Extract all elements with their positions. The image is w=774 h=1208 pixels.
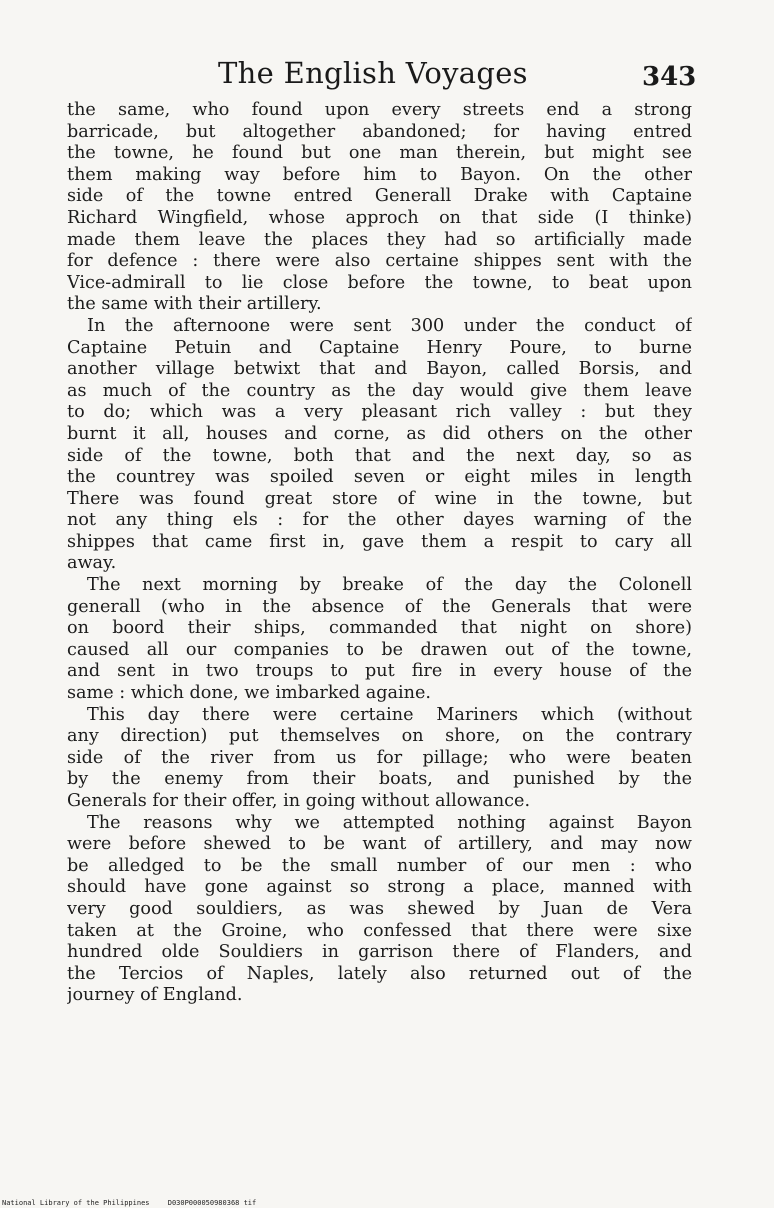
text-line: to do; which was a very pleasant rich valley : but they: [67, 402, 692, 423]
text-line: very good souldiers, as was shewed by Juan de Vera: [67, 898, 692, 919]
page-number: 343: [642, 62, 697, 92]
text-line: the Tercios of Naples, lately also returned out of the: [67, 963, 692, 984]
text-line: barricade, but altogether abandoned; for having entred: [67, 121, 692, 142]
text-line: Richard Wingfield, whose approch on that side (I thinke): [67, 207, 692, 228]
text-line: Vice-admirall to lie close before the towne, to beat upon: [67, 272, 692, 293]
text-line: them making way before him to Bayon. On the other: [67, 164, 692, 185]
text-line: were before shewed to be want of artillery, and may now: [67, 834, 692, 855]
text-line: hundred olde Souldiers in garrison there of Flanders, and: [67, 942, 692, 963]
text-line: should have gone against so strong a place, manned with: [67, 877, 692, 898]
library-credit: National Library of the Philippines: [2, 1199, 150, 1207]
text-line: made them leave the places they had so artificially made: [67, 229, 692, 250]
text-line: another village betwixt that and Bayon, called Borsis, and: [67, 359, 692, 380]
text-line: In the afternoone were sent 300 under the conduct of: [87, 315, 692, 336]
text-line: The next morning by breake of the day the Colonell: [87, 575, 692, 596]
text-line: This day there were certaine Mariners which (without: [87, 704, 692, 725]
text-line: Captaine Petuin and Captaine Henry Poure, to burne: [67, 337, 692, 358]
text-line: the towne, he found but one man therein, but might see: [67, 143, 692, 164]
text-line: Generals for their offer, in going without allowance.: [67, 791, 531, 811]
text-line: and sent in two troups to put fire in every house of the: [67, 661, 692, 682]
text-line: the same, who found upon every streets end a strong: [67, 100, 692, 120]
text-line: not any thing els : for the other dayes warning of the: [67, 510, 692, 531]
text-line: side of the towne entred Generall Drake with Captaine: [67, 186, 692, 207]
text-line: burnt it all, houses and corne, as did others on the other: [67, 423, 692, 444]
text-line: the countrey was spoiled seven or eight miles in length: [67, 467, 692, 488]
text-line: be alledged to be the small number of our men : who: [67, 855, 692, 876]
text-line: side of the towne, both that and the next day, so as: [67, 445, 692, 466]
text-line: journey of England.: [67, 985, 243, 1006]
text-line: generall (who in the absence of the Generals that were: [67, 596, 692, 617]
text-line: side of the river from us for pillage; who were beaten: [67, 747, 692, 768]
text-line: the same with their artillery.: [67, 294, 322, 315]
scan-footer: [2, 1199, 270, 1207]
text-line: caused all our companies to be drawen out of the towne,: [67, 639, 692, 660]
text-line: There was found great store of wine in the towne, but: [67, 488, 692, 509]
body-text: [67, 100, 692, 1007]
text-line: by the enemy from their boats, and punished by the: [67, 769, 692, 790]
text-line: as much of the country as the day would give them leave: [67, 380, 692, 401]
file-identifier: D030P000050980368 tif: [167, 1199, 257, 1207]
text-line: for defence : there were also certaine shippes sent with the: [67, 251, 692, 272]
text-line: The reasons why we attempted nothing against Bayon: [87, 812, 692, 833]
text-line: shippes that came first in, gave them a respit to cary all: [67, 531, 692, 552]
text-line: any direction) put themselves on shore, on the contrary: [67, 726, 692, 747]
running-title: The English Voyages: [218, 56, 528, 90]
text-line: away.: [67, 553, 117, 574]
text-line: same : which done, we imbarked againe.: [67, 683, 431, 704]
text-line: taken at the Groine, who confessed that there were sixe: [67, 920, 692, 941]
text-line: on boord their ships, commanded that night on shore): [67, 618, 692, 639]
running-head: [0, 52, 774, 96]
